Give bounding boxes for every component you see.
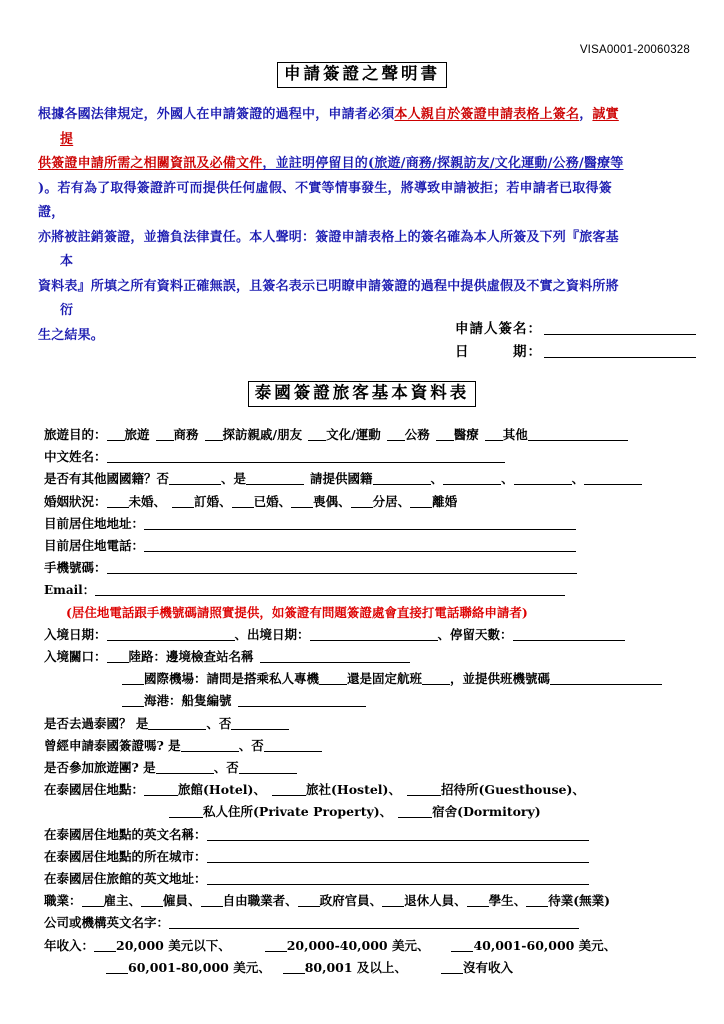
mobile-field[interactable] xyxy=(107,560,577,574)
applied-before-no-label: 、否 xyxy=(238,737,264,753)
row-occupation xyxy=(44,890,694,912)
entry-port-label: 入境關口： xyxy=(44,649,107,665)
phone-note: (居住地電話跟手機號碼請照實提供，如簽證有問題簽證處會直接打電話聯絡申請者) xyxy=(66,604,528,620)
row-accommodation-2 xyxy=(44,801,694,823)
signature-date-row xyxy=(455,341,696,364)
occupation-option-2: 自由職業者 xyxy=(222,893,286,909)
occupation-check-0[interactable] xyxy=(82,893,104,907)
declaration-line-1-d: 誠實 xyxy=(592,107,619,122)
nationality-field-3[interactable] xyxy=(514,471,572,485)
vessel-number-field[interactable] xyxy=(238,693,366,707)
declaration-line-1-c: ， xyxy=(579,107,593,122)
accommodation-check-4[interactable] xyxy=(398,804,432,818)
other-nationality-no-field[interactable] xyxy=(169,471,221,485)
entry-port-land-field[interactable] xyxy=(260,649,410,663)
row-company-en xyxy=(44,912,694,934)
tour-group-yes-field[interactable] xyxy=(156,760,214,774)
accommodation-check-2[interactable] xyxy=(407,782,441,796)
purpose-option-5: 醫療 xyxy=(453,427,479,442)
entry-port-seaport-label: 海港：船隻編號 xyxy=(144,693,232,709)
purpose-option-2: 探訪親戚/朋友 xyxy=(222,427,303,442)
income-option-3: 60,001-80,000 美元 xyxy=(128,959,259,975)
tour-group-no-label: 、否 xyxy=(213,760,239,776)
declaration-line-1-a: 根據各國法律規定，外國人在申請簽證的過程中，申請者必須 xyxy=(38,107,395,122)
accommodation-option-0: 旅館(Hotel) xyxy=(178,782,254,798)
company-en-field[interactable] xyxy=(169,915,579,929)
marital-option-2: 已婚 xyxy=(253,493,279,509)
row-current-phone xyxy=(44,535,694,557)
applicant-signature-field[interactable] xyxy=(544,320,696,335)
purpose-check-4[interactable] xyxy=(387,427,405,441)
entry-port-airport-a: 國際機場：請問是搭乘私人專機 xyxy=(144,671,320,687)
other-nationality-yes-label: 、是 xyxy=(221,471,247,487)
declaration-title: 申請簽證之聲明書 xyxy=(277,62,447,88)
purpose-check-3[interactable] xyxy=(308,427,326,441)
declaration-line-2-a: 提 xyxy=(60,131,74,147)
entry-port-check-airport[interactable] xyxy=(122,671,144,685)
declaration-line-2 xyxy=(38,128,693,153)
row-marital-status xyxy=(44,491,694,513)
occupation-sep-2: 、 xyxy=(285,893,298,909)
declaration-line-3-a: 供簽證申請所需之相關資訊及必備文件 xyxy=(38,156,263,171)
email-label: Email： xyxy=(44,583,95,598)
scheduled-flight-field[interactable] xyxy=(422,671,450,685)
row-thai-city xyxy=(44,846,694,868)
accommodation-sep-2: 、 xyxy=(572,782,585,798)
occupation-check-6[interactable] xyxy=(526,893,548,907)
declaration-title-container xyxy=(0,62,724,88)
accommodation-sep-3: 、 xyxy=(379,804,393,820)
nationality-field-4[interactable] xyxy=(584,471,642,485)
exit-date-field[interactable] xyxy=(310,627,438,641)
row-entry-exit-dates xyxy=(44,624,694,646)
income-option-5: 沒有收入 xyxy=(462,959,513,975)
declaration-line-3 xyxy=(38,152,693,177)
occupation-option-4: 退休人員 xyxy=(404,893,455,909)
income-check-0[interactable] xyxy=(94,938,116,952)
purpose-check-2[interactable] xyxy=(205,427,223,441)
entry-date-field[interactable] xyxy=(107,627,235,641)
purpose-option-1: 商務 xyxy=(173,427,199,442)
marital-option-0: 未婚 xyxy=(128,493,154,509)
declaration-line-5: 證， xyxy=(38,205,65,220)
other-nationality-yes-field[interactable] xyxy=(246,471,304,485)
row-thai-hotel-address xyxy=(44,868,694,890)
occupation-option-1: 僱員 xyxy=(163,893,189,909)
income-sep-2: 、 xyxy=(603,937,617,953)
marital-sep-2: 、 xyxy=(278,493,292,509)
marital-sep-4: 、 xyxy=(397,493,411,509)
provide-nationality-label: 請提供國籍 xyxy=(310,471,373,487)
occupation-sep-3: 、 xyxy=(369,893,383,909)
form-title-container xyxy=(0,381,724,407)
chinese-name-label: 中文姓名： xyxy=(44,449,107,465)
occupation-option-3: 政府官員 xyxy=(319,893,370,909)
thai-hotel-addr-label: 在泰國居住旅館的英文地址： xyxy=(44,871,207,887)
thai-place-en-field[interactable] xyxy=(207,827,589,841)
thai-city-label: 在泰國居住地點的所在城市： xyxy=(44,848,207,864)
declaration-line-10: 生之結果。 xyxy=(38,327,105,343)
marital-sep-3: 、 xyxy=(338,493,351,509)
applied-before-no-field[interactable] xyxy=(264,738,322,752)
current-address-label: 目前居住地地址： xyxy=(44,515,145,531)
occupation-sep-4: 、 xyxy=(454,893,467,909)
purpose-check-5[interactable] xyxy=(436,427,454,441)
signature-block xyxy=(455,318,696,364)
declaration-line-8: 資料表』所填之所有資料正確無誤，且簽名表示已明瞭申請簽證的過程中提供虛假及不實之資料所將 xyxy=(38,278,619,294)
entry-port-airport-c: ，並提供班機號碼 xyxy=(450,671,551,687)
row-been-to-thailand xyxy=(44,713,694,735)
row-email xyxy=(44,579,694,601)
occupation-sep-0: 、 xyxy=(128,893,142,909)
current-phone-label: 目前居住地電話： xyxy=(44,538,145,554)
row-accommodation-1 xyxy=(44,779,694,801)
applicant-signature-row xyxy=(455,318,696,341)
nationality-sep-3: 、 xyxy=(571,471,585,487)
accommodation-check-3[interactable] xyxy=(169,804,203,818)
been-thailand-no-label: 、否 xyxy=(206,715,232,731)
row-entry-port-land xyxy=(44,646,694,668)
declaration-line-1 xyxy=(38,103,693,128)
current-phone-field[interactable] xyxy=(144,538,576,552)
entry-port-check-seaport[interactable] xyxy=(122,693,144,707)
marital-check-5[interactable] xyxy=(410,494,432,508)
income-option-1: 20,000-40,000 美元 xyxy=(286,937,417,953)
income-option-0: 20,000 美元以下 xyxy=(116,937,219,953)
declaration-line-9: 衍 xyxy=(60,303,74,318)
row-income-2 xyxy=(44,957,694,979)
purpose-check-1[interactable] xyxy=(156,427,174,441)
row-travel-purpose xyxy=(44,424,694,446)
nationality-sep-2: 、 xyxy=(501,471,514,487)
marital-option-3: 喪偶 xyxy=(313,493,339,509)
marital-option-5: 離婚 xyxy=(432,493,458,509)
stay-days-label: 、停留天數： xyxy=(437,626,513,642)
row-entry-port-airport xyxy=(44,668,694,690)
nationality-field-1[interactable] xyxy=(373,471,431,485)
signature-date-label: 日 期： xyxy=(455,344,542,360)
occupation-option-0: 雇主 xyxy=(103,893,129,909)
company-en-label: 公司或機構英文名字： xyxy=(44,915,170,931)
marital-sep-1: 、 xyxy=(219,493,232,509)
been-thailand-no-field[interactable] xyxy=(231,716,289,730)
signature-date-field[interactable] xyxy=(544,343,696,358)
occupation-sep-1: 、 xyxy=(188,893,201,909)
row-tour-group xyxy=(44,757,694,779)
marital-check-4[interactable] xyxy=(351,494,373,508)
marital-option-1: 訂婚 xyxy=(194,493,220,509)
occupation-option-5: 學生 xyxy=(488,893,514,909)
declaration-line-6: 亦將被註銷簽證，並擔負法律責任。本人聲明：簽證申請表格上的簽名確為本人所簽及下列『旅客基 xyxy=(38,229,619,245)
marital-check-3[interactable] xyxy=(291,494,313,508)
entry-port-check-land[interactable] xyxy=(107,649,129,663)
purpose-option-4: 公務 xyxy=(404,427,430,442)
row-current-address xyxy=(44,513,694,535)
accommodation-sep-0: 、 xyxy=(253,782,266,798)
been-thailand-label: 是否去過泰國？ 是 xyxy=(44,715,149,731)
thai-city-field[interactable] xyxy=(207,849,589,863)
row-thai-place-en xyxy=(44,824,694,846)
accommodation-option-4: 宿舍(Dormitory) xyxy=(432,804,541,820)
accommodation-label: 在泰國居住地點： xyxy=(44,782,145,798)
income-sep-3: 、 xyxy=(258,959,271,975)
thai-hotel-addr-field[interactable] xyxy=(207,871,589,885)
occupation-check-4[interactable] xyxy=(382,893,404,907)
row-other-nationality xyxy=(44,468,694,490)
purpose-other-field[interactable] xyxy=(528,427,628,441)
purpose-option-0: 旅遊 xyxy=(124,427,150,442)
purpose-option-6: 其他 xyxy=(502,427,528,442)
declaration-paragraph xyxy=(38,103,693,348)
private-jet-field[interactable] xyxy=(319,671,347,685)
row-income-1 xyxy=(44,935,694,957)
applicant-signature-label: 申請人簽名： xyxy=(455,321,542,337)
marital-sep-0: 、 xyxy=(153,493,167,509)
declaration-line-7: 本 xyxy=(60,254,74,269)
occupation-sep-5: 、 xyxy=(513,893,527,909)
marital-check-0[interactable] xyxy=(107,494,129,508)
flight-number-field[interactable] xyxy=(550,671,662,685)
thai-place-en-label: 在泰國居住地點的英文名稱： xyxy=(44,826,207,842)
been-thailand-yes-field[interactable] xyxy=(148,716,206,730)
applied-before-yes-field[interactable] xyxy=(181,738,239,752)
income-check-1[interactable] xyxy=(265,938,287,952)
occupation-label: 職業： xyxy=(44,893,82,909)
income-sep-0: 、 xyxy=(218,937,231,953)
entry-port-airport-b: 還是固定航班 xyxy=(347,671,423,687)
form-body xyxy=(44,424,694,979)
current-address-field[interactable] xyxy=(144,516,576,530)
mobile-label: 手機號碼： xyxy=(44,560,107,576)
accommodation-option-3: 私人住所(Private Property) xyxy=(203,804,380,820)
tour-group-no-field[interactable] xyxy=(239,760,297,774)
occupation-check-3[interactable] xyxy=(298,893,320,907)
chinese-name-field[interactable] xyxy=(107,449,505,463)
row-applied-before xyxy=(44,735,694,757)
exit-date-label: 、出境日期： xyxy=(234,626,310,642)
income-sep-4: 、 xyxy=(394,959,407,975)
row-entry-port-seaport xyxy=(44,690,694,712)
marital-check-2[interactable] xyxy=(232,494,254,508)
row-mobile xyxy=(44,557,694,579)
form-title: 泰國簽證旅客基本資料表 xyxy=(248,381,477,407)
other-nationality-label: 是否有其他國國籍？否 xyxy=(44,471,170,487)
purpose-option-3: 文化/運動 xyxy=(326,427,381,442)
accommodation-check-1[interactable] xyxy=(272,782,306,796)
occupation-check-2[interactable] xyxy=(201,893,223,907)
income-check-3[interactable] xyxy=(106,960,128,974)
accommodation-check-0[interactable] xyxy=(144,782,178,796)
nationality-sep-1: 、 xyxy=(430,471,444,487)
entry-port-land-label: 陸路：邊境檢查站名稱 xyxy=(128,649,254,665)
declaration-line-4: )。若有為了取得簽證許可而提供任何虛假、不實等情事發生，將導致申請被拒；若申請者已取得簽 xyxy=(38,180,612,196)
declaration-line-3-b: ，並註明停留目的(旅遊/商務/探親訪友/文化運動/公務/醫療等 xyxy=(262,156,624,171)
occupation-check-5[interactable] xyxy=(467,893,489,907)
tour-group-label: 是否參加旅遊團? 是 xyxy=(44,760,156,776)
income-check-5[interactable] xyxy=(441,960,463,974)
income-check-4[interactable] xyxy=(283,960,305,974)
income-option-4: 80,001 及以上 xyxy=(304,959,395,975)
occupation-check-1[interactable] xyxy=(141,893,163,907)
travel-purpose-label: 旅遊目的： xyxy=(44,427,107,442)
income-sep-1: 、 xyxy=(416,937,430,953)
purpose-check-0[interactable] xyxy=(107,427,125,441)
row-chinese-name xyxy=(44,446,694,468)
accommodation-sep-1: 、 xyxy=(388,782,401,798)
email-field[interactable] xyxy=(95,582,565,596)
occupation-option-6: 待業(無業) xyxy=(548,893,611,909)
marital-status-label: 婚姻狀況： xyxy=(44,493,107,509)
marital-check-1[interactable] xyxy=(172,494,194,508)
entry-date-label: 入境日期： xyxy=(44,626,107,642)
accommodation-option-1: 旅社(Hostel) xyxy=(305,782,389,798)
applied-before-label: 曾經申請泰國簽證嗎? 是 xyxy=(44,737,181,753)
income-check-2[interactable] xyxy=(451,938,473,952)
purpose-check-6[interactable] xyxy=(485,427,503,441)
accommodation-option-2: 招待所(Guesthouse) xyxy=(441,782,573,798)
income-option-2: 40,001-60,000 美元 xyxy=(473,937,604,953)
stay-days-field[interactable] xyxy=(513,627,625,641)
income-label: 年收入： xyxy=(44,937,95,953)
document-code: VISA0001-20060328 xyxy=(579,44,690,56)
marital-option-4: 分居 xyxy=(372,493,398,509)
nationality-field-2[interactable] xyxy=(443,471,501,485)
declaration-line-1-b: 本人親自於簽證申請表格上簽名 xyxy=(394,107,580,122)
